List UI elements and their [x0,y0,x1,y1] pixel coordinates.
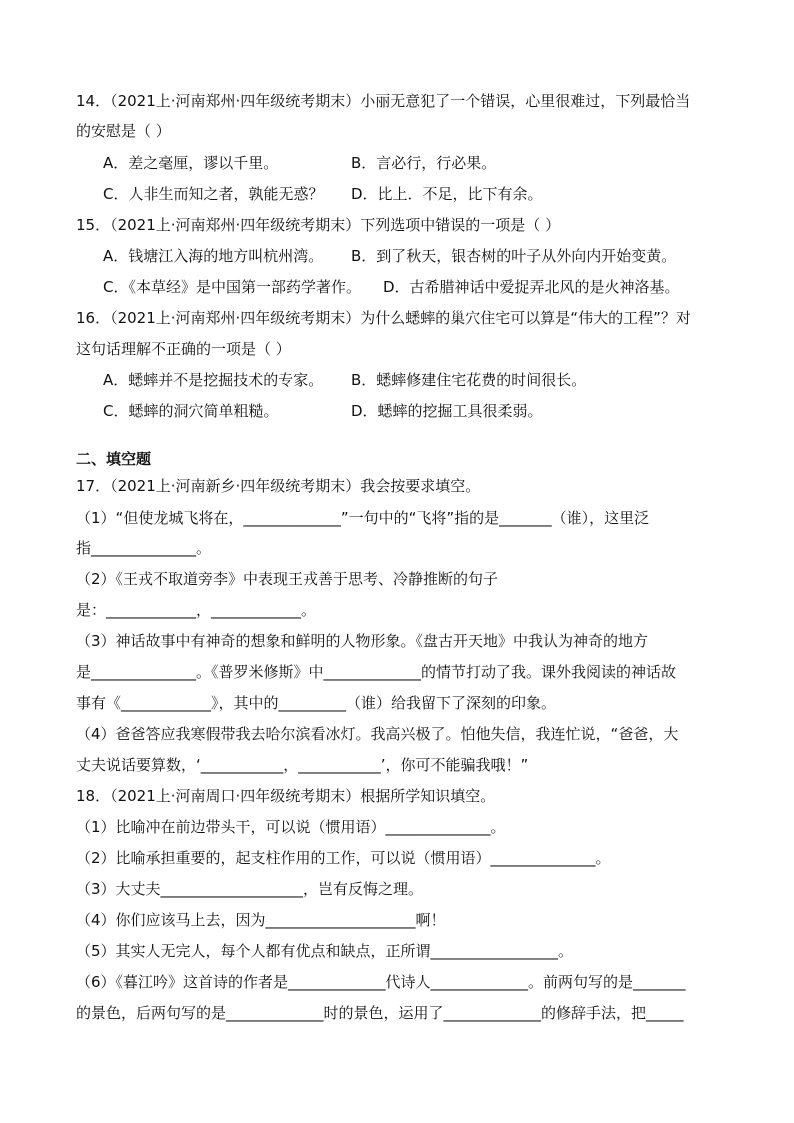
q17-line-1: （1）“但使龙城飞将在，_____________”一句中的“飞将”指的是_______（谁），这里泛 [76,509,650,527]
q18-stem: 18．（2021上·河南周口·四年级统考期末）根据所学知识填空。 [76,787,496,805]
q17-line-6: 是______________。《普罗米修斯》中_____________的情节打动了我。课外我阅读的神话故 [76,663,677,681]
q17-line-4: 是：____________，____________。 [76,601,317,619]
q18-line-6: （6）《暮江吟》这首诗的作者是_____________代诗人_____________。前两句写的是_______ [76,973,686,991]
q17-line-3: （2）《王戎不取道旁李》中表现王戎善于思考、冷静推断的句子 [76,570,499,588]
q15-option-a: A．钱塘江入海的地方叫杭州湾。 [103,247,324,265]
q16-option-a: A．蟋蟀并不是挖掘技术的专家。 [103,371,324,389]
q16-option-b: B．蟋蟀修建住宅花费的时间很长。 [351,371,587,389]
q18-line-1: （1）比喻冲在前边带头干，可以说（惯用语）______________。 [76,818,506,836]
q14-option-c: C．人非生而知之者，孰能无惑？ [103,185,324,203]
q17-line-7: 事有《____________》，其中的_________（谁）给我留下了深刻的印象。 [76,694,557,712]
q15-option-c: C．《本草经》是中国第一部药学著作。 [103,278,361,296]
q15-option-b: B．到了秋天，银杏树的叶子从外向内开始变黄。 [351,247,677,265]
q15-option-d: D．古希腊神话中爱捉弄北风的是火神洛基。 [383,278,680,296]
q14-option-b: B．言必行，行必果。 [351,154,497,172]
section-title: 二、填空题 [76,450,152,468]
q14-option-d: D．比上．不足，比下有余。 [351,185,543,203]
q15-stem: 15．（2021上·河南郑州·四年级统考期末）下列选项中错误的一项是（ ） [76,216,561,234]
q14-option-a: A．差之毫厘，谬以千里。 [103,154,279,172]
q18-line-3: （3）大丈夫___________________，岂有反悔之理。 [76,880,424,898]
q17-stem: 17．（2021上·河南新乡·四年级统考期末）我会按要求填空。 [76,477,481,495]
q18-line-5: （5）其实人无完人，每个人都有优点和缺点，正所谓_________________。 [76,942,574,960]
q17-line-9: 丈夫说话要算数，‘___________，___________’，你可不能骗我哦！” [76,756,529,774]
q18-line-4: （4）你们应该马上去，因为____________________啊！ [76,911,446,929]
q18-line-2: （2）比喻承担重要的，起支柱作用的工作，可以说（惯用语）______________。 [76,849,611,867]
q14-stem-line2: 的安慰是（ ） [76,122,171,140]
q14-stem-line1: 14．（2021上·河南郑州·四年级统考期末）小丽无意犯了一个错误，心里很难过，下列最恰当 [76,92,691,110]
q17-line-2: 指______________。 [76,539,212,557]
q16-option-d: D．蟋蟀的挖掘工具很柔弱。 [351,402,543,420]
q17-line-8: （4）爸爸答应我寒假带我去哈尔滨看冰灯。我高兴极了。怕他失信，我连忙说，“爸爸，大 [76,725,679,743]
q16-option-c: C．蟋蟀的洞穴简单粗糙。 [103,402,279,420]
q18-line-7: 的景色，后两句写的是_____________时的景色，运用了_____________的修辞手法，把_____ [76,1004,684,1022]
q16-stem-line1: 16．（2021上·河南郑州·四年级统考期末）为什么蟋蟀的巢穴住宅可以算是“伟大的工程”？对 [76,309,691,327]
q16-stem-line2: 这句话理解不正确的一项是（ ） [76,340,291,358]
q17-line-5: （3）神话故事中有神奇的想象和鲜明的人物形象。《盘古开天地》中我认为神奇的地方 [76,632,649,650]
